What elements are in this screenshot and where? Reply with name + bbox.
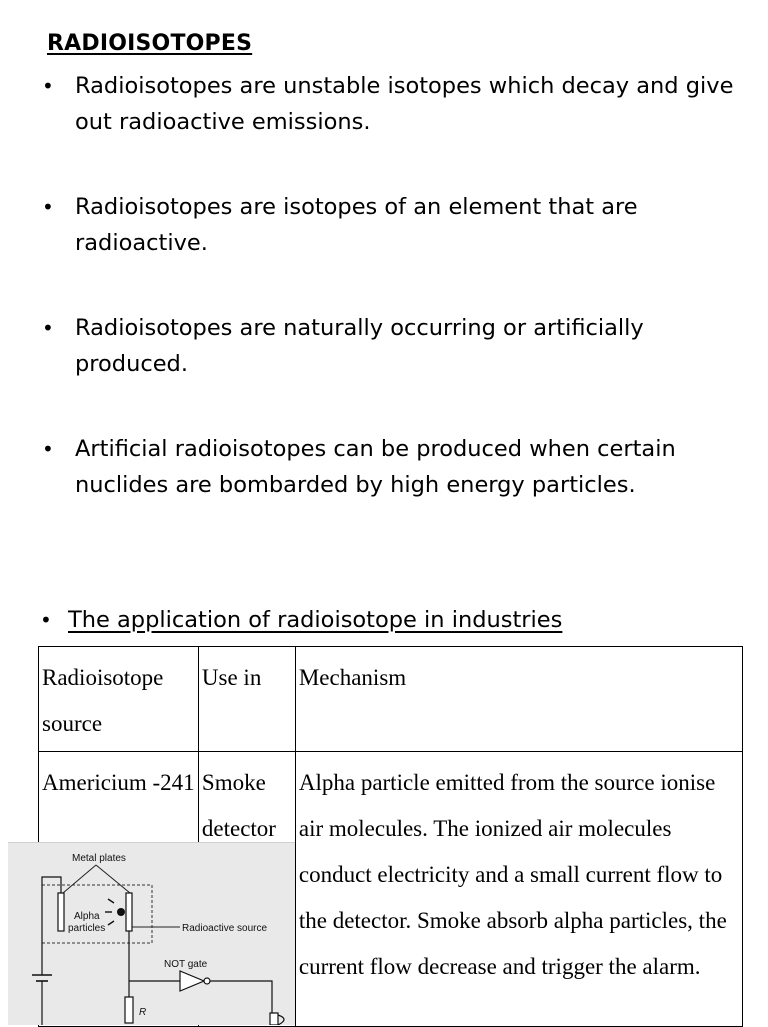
cell-use: Smoke detector — [198, 752, 295, 1027]
bullet-text: Radioisotopes are naturally occurring or artificially produced. — [75, 315, 644, 377]
bullet-marker: • — [42, 437, 54, 461]
metal-plate-left — [58, 893, 64, 931]
emission-ray — [108, 899, 114, 903]
bullet-marker: • — [42, 195, 54, 219]
metal-plate-right — [126, 893, 132, 931]
bullet-text: Artificial radioisotopes can be produced when certain nuclides are bombarded by high energy particles. — [75, 436, 676, 498]
resistor-label: R — [139, 1007, 147, 1018]
header-mechanism: Mechanism — [295, 647, 742, 752]
list-item — [40, 68, 750, 140]
bullet-marker: • — [40, 608, 52, 632]
application-heading — [40, 602, 562, 638]
list-item — [40, 310, 750, 382]
bullet-text: Radioisotopes are unstable isotopes which decay and give out radioactive emissions. — [75, 73, 734, 135]
list-item — [40, 189, 750, 261]
bullet-list — [40, 68, 750, 552]
radioactive-source-icon — [117, 908, 125, 916]
page-title: RADIOISOTOPES — [47, 31, 253, 56]
bullet-text: Radioisotopes are isotopes of an element that are radioactive. — [75, 194, 638, 256]
not-gate-icon — [180, 971, 204, 991]
bullet-marker: • — [42, 316, 54, 340]
alarm-icon — [270, 1013, 278, 1025]
not-gate-label: NOT gate — [164, 959, 208, 970]
radioactive-source-label: Radioactive source — [182, 923, 268, 934]
application-heading-text: The application of radioisotope in industries — [68, 607, 563, 633]
emission-ray — [108, 921, 114, 925]
smoke-detector-diagram — [8, 842, 295, 1025]
bullet-marker: • — [42, 74, 54, 98]
list-item — [40, 431, 750, 503]
circuit-wire — [210, 981, 272, 1013]
cell-mechanism: Alpha particle emitted from the source ionise air molecules. The ionized air molecules conduct electricity and a small current flow to the detector. Smoke absorb alpha particles, the current flow decrease and trigger the alarm. — [295, 752, 742, 1027]
cell-source: Americium -241 — [39, 752, 199, 1027]
header-use: Use in — [198, 647, 295, 752]
not-gate-bubble — [204, 978, 210, 984]
plate-pointer-right — [96, 865, 130, 893]
metal-plates-label: Metal plates — [72, 853, 126, 864]
alpha-label-line2: particles — [68, 923, 106, 934]
resistor-icon — [125, 997, 133, 1023]
table-header-row — [39, 647, 743, 752]
plate-pointer-left — [63, 865, 96, 893]
header-source: Radioisotope source — [39, 647, 199, 752]
alpha-label-line1: Alpha — [74, 911, 100, 922]
